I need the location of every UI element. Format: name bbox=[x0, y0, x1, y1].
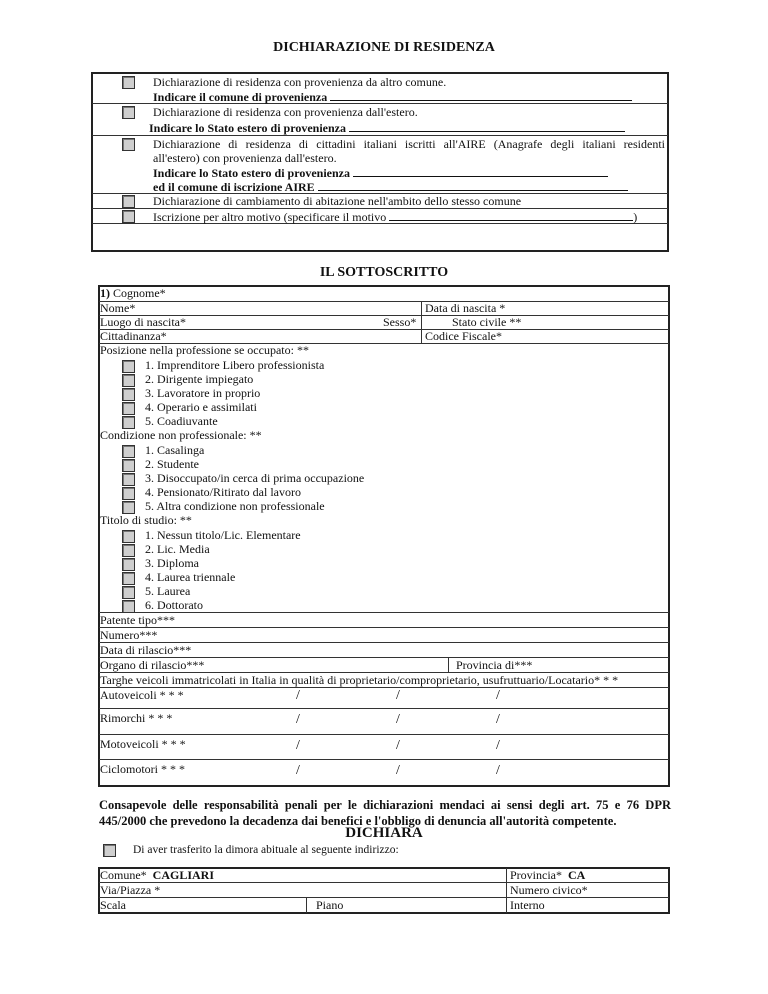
checkbox-other-reason[interactable] bbox=[122, 210, 135, 223]
data-nascita-label: Data di nascita * bbox=[425, 301, 506, 315]
option-sublabel: Indicare lo Stato estero di provenienza bbox=[153, 165, 608, 180]
organo-rilascio-label: Organo di rilascio*** bbox=[100, 658, 205, 672]
divider bbox=[421, 315, 422, 329]
option-label: Iscrizione per altro motivo (specificare il motivo ) bbox=[153, 210, 638, 224]
posizione-option: 3. Lavoratore in proprio bbox=[145, 386, 261, 400]
divider bbox=[506, 868, 507, 913]
condizione-option: 5. Altra condizione non professionale bbox=[145, 499, 325, 513]
plate-separator: / bbox=[396, 688, 400, 703]
option-label: Dichiarazione di residenza con provenienza dall'estero. bbox=[153, 105, 418, 119]
data-rilascio-label: Data di rilascio*** bbox=[100, 643, 192, 657]
posizione-title: Posizione nella professione se occupato: ** bbox=[100, 343, 309, 357]
titolo-option: 3. Diploma bbox=[145, 556, 199, 570]
interno-label: Interno bbox=[510, 898, 545, 912]
cognome-label: 1) Cognome* bbox=[100, 286, 166, 300]
option-label: Dichiarazione di cambiamento di abitazione nell'ambito dello stesso comune bbox=[153, 194, 522, 208]
plate-separator: / bbox=[396, 712, 400, 727]
checkbox-transfer[interactable] bbox=[103, 844, 116, 857]
codice-fiscale-label: Codice Fiscale* bbox=[425, 329, 502, 343]
luogo-nascita-label: Luogo di nascita* bbox=[100, 315, 186, 329]
divider bbox=[99, 329, 669, 330]
provincia-field: Provincia* CA bbox=[510, 868, 586, 882]
divider bbox=[99, 897, 669, 898]
checkbox-posizione-4[interactable] bbox=[122, 402, 135, 415]
option-label: Dichiarazione di residenza con provenienza da altro comune. bbox=[153, 75, 447, 89]
checkbox-condizione-2[interactable] bbox=[122, 459, 135, 472]
posizione-option: 5. Coadiuvante bbox=[145, 414, 218, 428]
nome-label: Nome* bbox=[100, 301, 136, 315]
checkbox-posizione-3[interactable] bbox=[122, 388, 135, 401]
checkbox-posizione-1[interactable] bbox=[122, 360, 135, 373]
warning-line: Consapevole delle responsabilità penali per le dichiarazioni mendaci ai sensi degli art. 75 e 76 DPR bbox=[99, 798, 671, 812]
section-title-sottoscritto: IL SOTTOSCRITTO bbox=[319, 265, 449, 280]
plate-separator: / bbox=[296, 738, 300, 753]
checkbox-residence-aire[interactable] bbox=[122, 138, 135, 151]
option-label-cont: all'estero) con provenienza dall'estero. bbox=[153, 151, 337, 165]
condizione-option: 1. Casalinga bbox=[145, 443, 205, 457]
divider bbox=[99, 734, 669, 735]
warning-line: 445/2000 che prevedono la decadenza dai benefici e l'obbligo di denuncia all'autorità competente. bbox=[99, 814, 617, 828]
divider bbox=[421, 301, 422, 315]
section-title-dichiara: DICHIARA bbox=[345, 825, 423, 841]
checkbox-posizione-2[interactable] bbox=[122, 374, 135, 387]
divider bbox=[99, 627, 669, 628]
divider bbox=[99, 301, 669, 302]
checkbox-titolo-3[interactable] bbox=[122, 558, 135, 571]
option-label: Dichiarazione di residenza di cittadini italiani iscritti all'AIRE (Anagrafe degli italiani residenti bbox=[153, 137, 665, 151]
page-title: DICHIARAZIONE DI RESIDENZA bbox=[273, 40, 495, 55]
option-sublabel: Indicare lo Stato estero di provenienza bbox=[149, 120, 625, 135]
checkbox-titolo-2[interactable] bbox=[122, 544, 135, 557]
numero-label: Numero*** bbox=[100, 628, 158, 642]
plate-separator: / bbox=[396, 738, 400, 753]
divider bbox=[92, 135, 668, 136]
comune-field: Comune* CAGLIARI bbox=[100, 868, 215, 882]
condizione-option: 4. Pensionato/Ritirato dal lavoro bbox=[145, 485, 301, 499]
option-sublabel: ed il comune di iscrizione AIRE bbox=[153, 179, 628, 194]
plate-separator: / bbox=[296, 763, 300, 778]
via-label: Via/Piazza * bbox=[100, 883, 161, 897]
titolo-option: 6. Dottorato bbox=[145, 598, 203, 612]
plate-separator: / bbox=[296, 688, 300, 703]
divider bbox=[448, 657, 449, 672]
checkbox-titolo-4[interactable] bbox=[122, 572, 135, 585]
posizione-option: 4. Operario e assimilati bbox=[145, 400, 257, 414]
sesso-label: Sesso* bbox=[383, 315, 417, 329]
patente-label: Patente tipo*** bbox=[100, 613, 175, 627]
ciclomotori-label: Ciclomotori * * * bbox=[100, 762, 185, 776]
condizione-title: Condizione non professionale: ** bbox=[100, 428, 262, 442]
checkbox-titolo-1[interactable] bbox=[122, 530, 135, 543]
titolo-option: 5. Laurea bbox=[145, 584, 191, 598]
posizione-option: 2. Dirigente impiegato bbox=[145, 372, 254, 386]
plate-separator: / bbox=[496, 712, 500, 727]
divider bbox=[99, 759, 669, 760]
targhe-label: Targhe veicoli immatricolati in Italia in qualità di proprietario/comproprietario, usufruttuario/Locatario* * * bbox=[100, 673, 619, 687]
condizione-option: 2. Studente bbox=[145, 457, 199, 471]
titolo-option: 4. Laurea triennale bbox=[145, 570, 236, 584]
motoveicoli-label: Motoveicoli * * * bbox=[100, 737, 186, 751]
checkbox-condizione-1[interactable] bbox=[122, 445, 135, 458]
plate-separator: / bbox=[396, 763, 400, 778]
checkbox-condizione-3[interactable] bbox=[122, 473, 135, 486]
plate-separator: / bbox=[496, 688, 500, 703]
checkbox-titolo-5[interactable] bbox=[122, 586, 135, 599]
provincia-rilascio-label: Provincia di*** bbox=[456, 658, 533, 672]
piano-label: Piano bbox=[316, 898, 344, 912]
checkbox-residence-other-comune[interactable] bbox=[122, 76, 135, 89]
divider bbox=[99, 612, 669, 613]
transfer-label: Di aver trasferito la dimora abituale al seguente indirizzo: bbox=[133, 844, 399, 856]
titolo-title: Titolo di studio: ** bbox=[100, 513, 192, 527]
plate-separator: / bbox=[496, 738, 500, 753]
autoveicoli-label: Autoveicoli * * * bbox=[100, 688, 184, 702]
option-sublabel: Indicare il comune di provenienza bbox=[153, 89, 632, 104]
divider bbox=[306, 897, 307, 913]
divider bbox=[421, 329, 422, 343]
numero-civico-label: Numero civico* bbox=[510, 883, 588, 897]
scala-label: Scala bbox=[100, 898, 126, 912]
checkbox-residence-from-abroad[interactable] bbox=[122, 106, 135, 119]
rimorchi-label: Rimorchi * * * bbox=[100, 711, 173, 725]
checkbox-condizione-4[interactable] bbox=[122, 487, 135, 500]
divider bbox=[99, 708, 669, 709]
plate-separator: / bbox=[296, 712, 300, 727]
cittadinanza-label: Cittadinanza* bbox=[100, 329, 167, 343]
divider bbox=[99, 687, 669, 688]
titolo-option: 2. Lic. Media bbox=[145, 542, 210, 556]
titolo-option: 1. Nessun titolo/Lic. Elementare bbox=[145, 528, 301, 542]
checkbox-change-address[interactable] bbox=[122, 195, 135, 208]
posizione-option: 1. Imprenditore Libero professionista bbox=[145, 358, 325, 372]
plate-separator: / bbox=[496, 763, 500, 778]
stato-civile-label: Stato civile ** bbox=[452, 315, 522, 329]
condizione-option: 3. Disoccupato/in cerca di prima occupazione bbox=[145, 471, 365, 485]
